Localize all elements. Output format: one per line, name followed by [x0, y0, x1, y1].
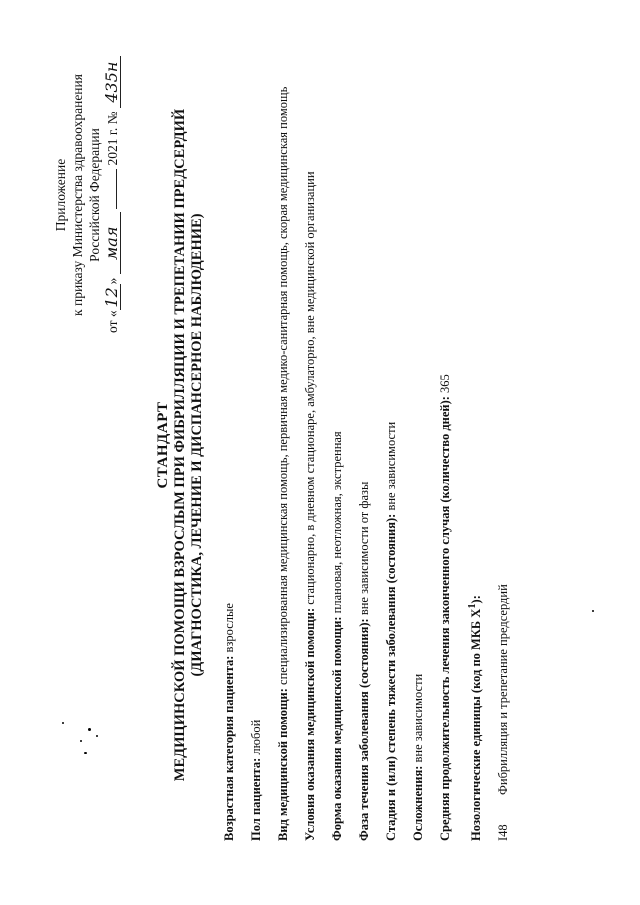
date-mid: »	[105, 277, 120, 285]
field-treatment-duration	[438, 61, 453, 841]
appendix-country: Российской Федерации	[87, 128, 102, 262]
field-label: Возрастная категория пациента:	[222, 655, 236, 841]
date-blank	[116, 169, 117, 209]
footnote-mark: 1	[467, 603, 478, 609]
document-title	[155, 55, 206, 835]
field-label: Средняя продолжительность лечения законченного случая (количество дней):	[438, 396, 452, 841]
nosology-item	[496, 61, 511, 841]
scan-speck	[88, 728, 91, 731]
field-complications	[411, 61, 426, 841]
field-value: любой	[249, 719, 263, 758]
handwritten-month: мая	[103, 212, 121, 274]
appendix-header	[52, 45, 121, 345]
appendix-title: Приложение	[53, 158, 68, 232]
nosology-heading	[465, 61, 484, 841]
handwritten-order-number: 435н	[103, 56, 121, 108]
handwritten-day: 12	[103, 284, 121, 310]
field-care-conditions	[303, 61, 318, 841]
icd-name: Фибрилляция и трепетание предсердий	[496, 584, 511, 795]
field-label: Форма оказания медицинской помощи:	[330, 616, 344, 841]
field-label: Вид медицинской помощи:	[276, 688, 290, 841]
scan-speck	[84, 752, 87, 754]
field-value: специализированная медицинская помощь, первичная медико-санитарная помощь, скорая медицинская помощь	[276, 86, 290, 689]
field-value: плановая, неотложная, экстренная	[330, 431, 344, 617]
field-disease-phase	[357, 61, 372, 841]
icd-code: I48	[496, 824, 511, 841]
field-sex	[249, 61, 264, 841]
field-value: стационарно, в дневном стационаре, амбулаторно, вне медицинской организации	[303, 171, 317, 608]
appendix-order-ref: к приказу Министерства здравоохранения	[70, 74, 85, 316]
scan-speck	[592, 610, 594, 612]
field-label: Пол пациента:	[249, 757, 263, 841]
nosology-label: Нозологические единицы (код по МКБ X	[469, 608, 484, 841]
date-prefix: от «	[105, 310, 120, 333]
nosology-label-end: ):	[469, 595, 484, 604]
document-body	[222, 61, 523, 841]
title-line-1: МЕДИЦИНСКОЙ ПОМОЩИ ВЗРОСЛЫМ ПРИ ФИБРИЛЛЯЦИИ И ТРЕПЕТАНИИ ПРЕДСЕРДИЙ	[172, 108, 188, 782]
field-value: 365	[438, 374, 452, 397]
field-value: вне зависимости	[384, 421, 398, 514]
field-value: вне зависимости	[411, 673, 425, 766]
field-label: Фаза течения заболевания (состояния):	[357, 618, 371, 841]
field-label: Стадия и (или) степень тяжести заболевания (состояния):	[384, 513, 398, 841]
field-label: Условия оказания медицинской помощи:	[303, 607, 317, 841]
field-disease-stage	[384, 61, 399, 841]
field-care-type	[276, 61, 291, 841]
field-value: вне зависимости от фазы	[357, 481, 371, 619]
scan-speck	[96, 735, 98, 737]
field-label: Осложнения:	[411, 765, 425, 841]
field-age	[222, 61, 237, 841]
title-standard: СТАНДАРТ	[155, 401, 171, 489]
field-value: взрослые	[222, 603, 236, 656]
appendix-date-row	[103, 45, 121, 345]
title-line-2: (ДИАГНОСТИКА, ЛЕЧЕНИЕ И ДИСПАНСЕРНОЕ НАБЛЮДЕНИЕ)	[189, 213, 205, 677]
field-care-form	[330, 61, 345, 841]
scan-speck	[62, 722, 64, 724]
scan-speck	[80, 740, 82, 742]
date-year: 2021 г. №	[105, 111, 120, 166]
